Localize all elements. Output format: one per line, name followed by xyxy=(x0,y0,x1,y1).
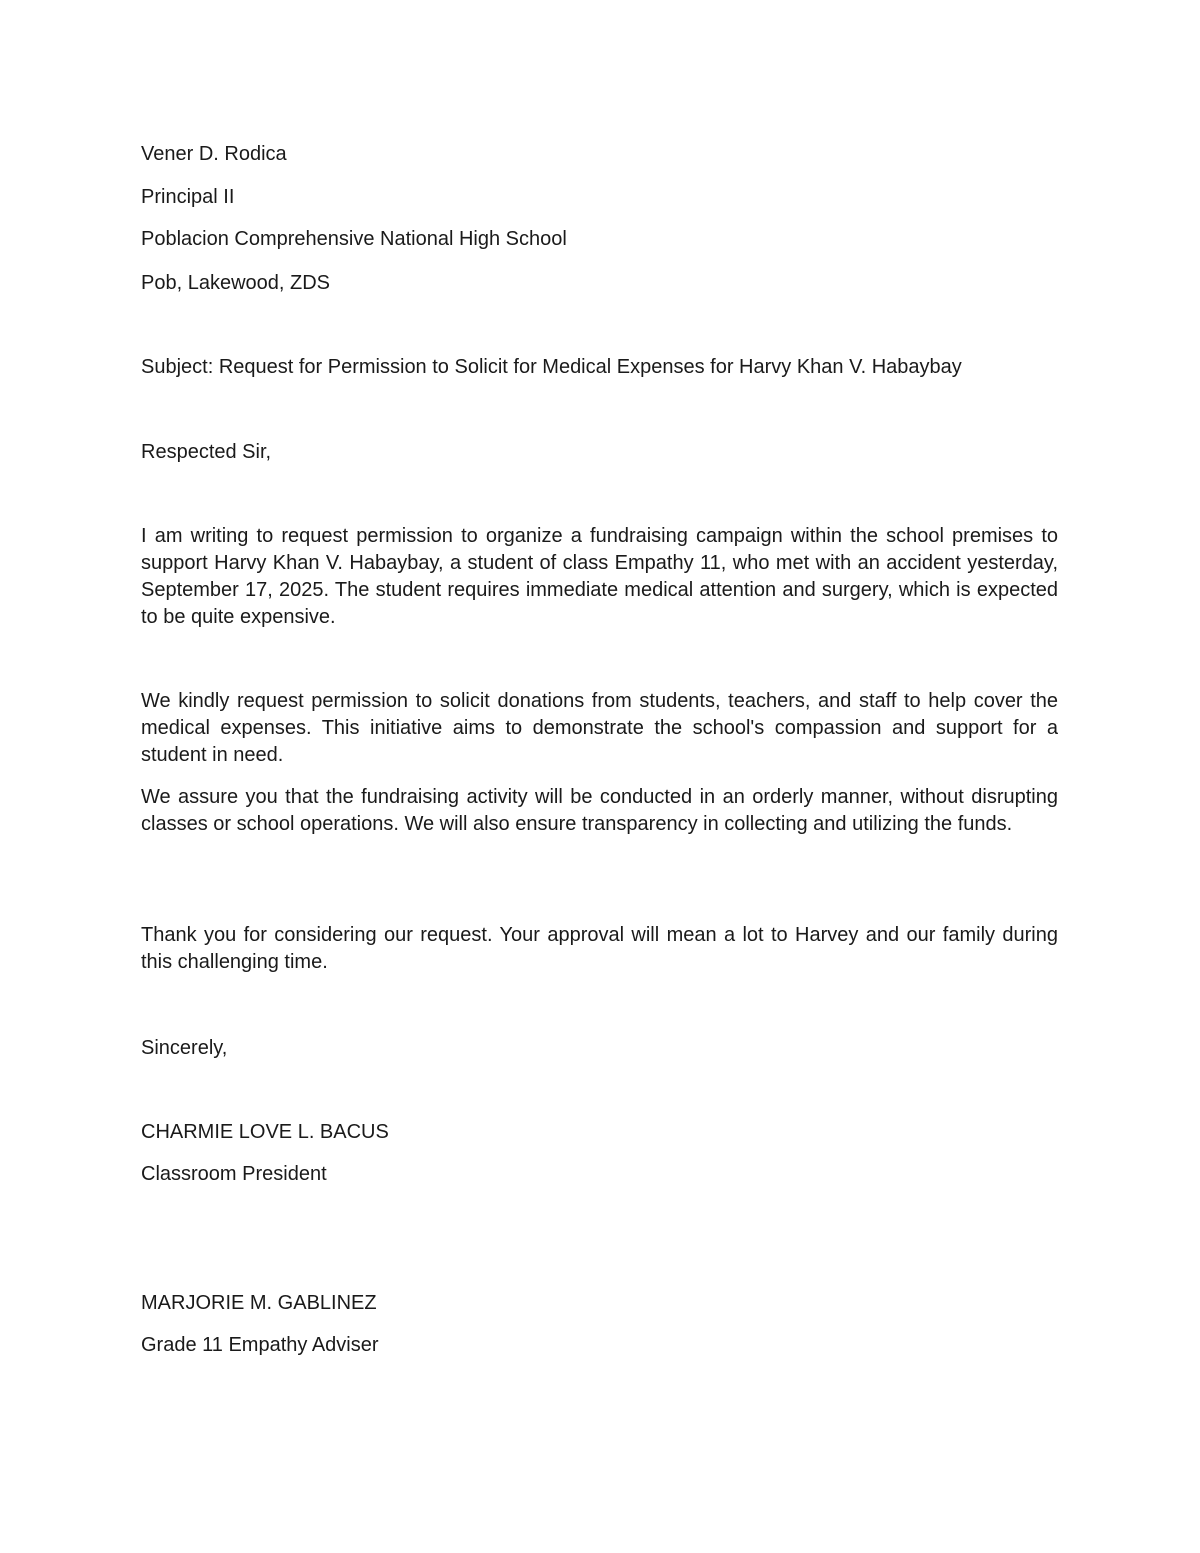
signatory-2-name: MARJORIE M. GABLINEZ xyxy=(141,1292,377,1314)
subject-line: Subject: Request for Permission to Solicit for Medical Expenses for Harvy Khan V. Habaybay xyxy=(141,356,962,378)
signatory-2-title: Grade 11 Empathy Adviser xyxy=(141,1334,379,1356)
salutation: Respected Sir, xyxy=(141,441,272,463)
recipient-address: Pob, Lakewood, ZDS xyxy=(141,272,330,294)
closing: Sincerely, xyxy=(141,1037,228,1059)
body-paragraph-3: We assure you that the fundraising activity will be conducted in an orderly manner, without disrupting classes or school operations. We will also ensure transparency in collecting and utilizing the funds. xyxy=(141,786,1058,835)
body-paragraph-1: I am writing to request permission to organize a fundraising campaign within the school premises to support Harvy Khan V. Habaybay, a student of class Empathy 11, who met with an accident yesterday, September 17, 2025. The student requires immediate medical attention and surgery, which is expected to be quite expensive. xyxy=(141,525,1058,628)
signatory-1-title: Classroom President xyxy=(141,1163,327,1185)
recipient-position: Principal II xyxy=(141,186,235,208)
body-paragraph-2: We kindly request permission to solicit donations from students, teachers, and staff to help cover the medical expenses. This initiative aims to demonstrate the school's compassion and support for a student in need. xyxy=(141,690,1058,766)
signatory-1-name: CHARMIE LOVE L. BACUS xyxy=(141,1121,389,1143)
recipient-school: Poblacion Comprehensive National High School xyxy=(141,228,567,250)
recipient-name: Vener D. Rodica xyxy=(141,143,287,165)
body-paragraph-4: Thank you for considering our request. Your approval will mean a lot to Harvey and our family during this challenging time. xyxy=(141,924,1058,973)
